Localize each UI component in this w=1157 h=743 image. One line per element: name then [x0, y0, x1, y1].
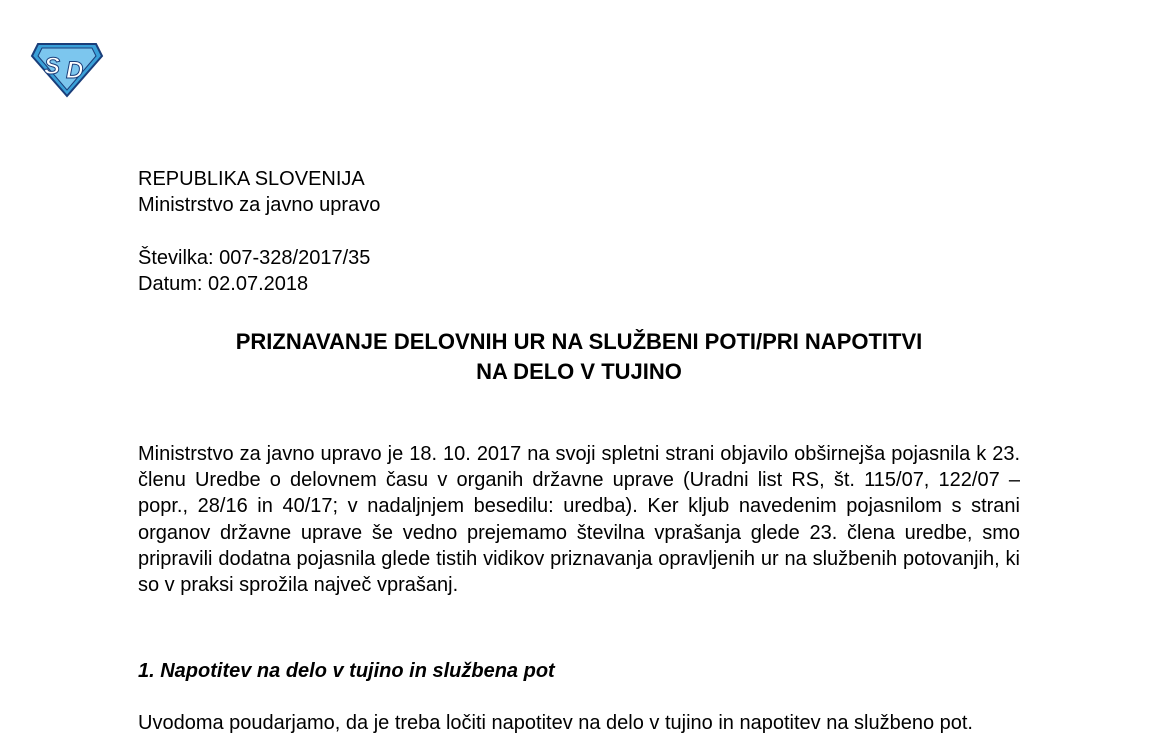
section-paragraph: Uvodoma poudarjamo, da je treba ločiti napotitev na delo v tujino in napotitev na službeno pot. [138, 712, 973, 734]
svg-text:D: D [66, 57, 84, 84]
sender-header [138, 166, 1020, 218]
document-title [138, 327, 1020, 387]
title-line-2: NA DELO V TUJINO [476, 359, 682, 384]
document-reference [138, 245, 1020, 297]
intro-paragraph: Ministrstvo za javno upravo je 18. 10. 2017 na svoji spletni strani objavilo obširnejša pojasnila k 23. členu Uredbe o delovnem času v organih državne uprave (Uradni list RS, št. 115/07, 122/07 – popr., 28/16 in 40/17; v nadaljnjem besedilu: uredba). Ker kljub navedenim pojasnilom s strani organov državne uprave še vedno prejemamo številna vprašanja glede 23. člena uredbe, smo pripravili dodatna pojasnila glede tistih vidikov priznavanja opravljenih ur na službenih potovanjih, ki so v praksi sprožila največ vprašanj. [138, 443, 1020, 597]
document-number: Številka: 007-328/2017/35 [138, 247, 371, 269]
document-date: Datum: 02.07.2018 [138, 273, 309, 295]
section-heading: 1. Napotitev na delo v tujino in službena pot [138, 660, 555, 682]
title-line-1: PRIZNAVANJE DELOVNIH UR NA SLUŽBENI POTI/PRI NAPOTITVI [235, 329, 923, 354]
ministry-name: Ministrstvo za javno upravo [138, 194, 381, 216]
sd-diamond-logo-icon [30, 40, 104, 98]
svg-text:S: S [44, 53, 61, 80]
org-name: REPUBLIKA SLOVENIJA [138, 168, 365, 190]
